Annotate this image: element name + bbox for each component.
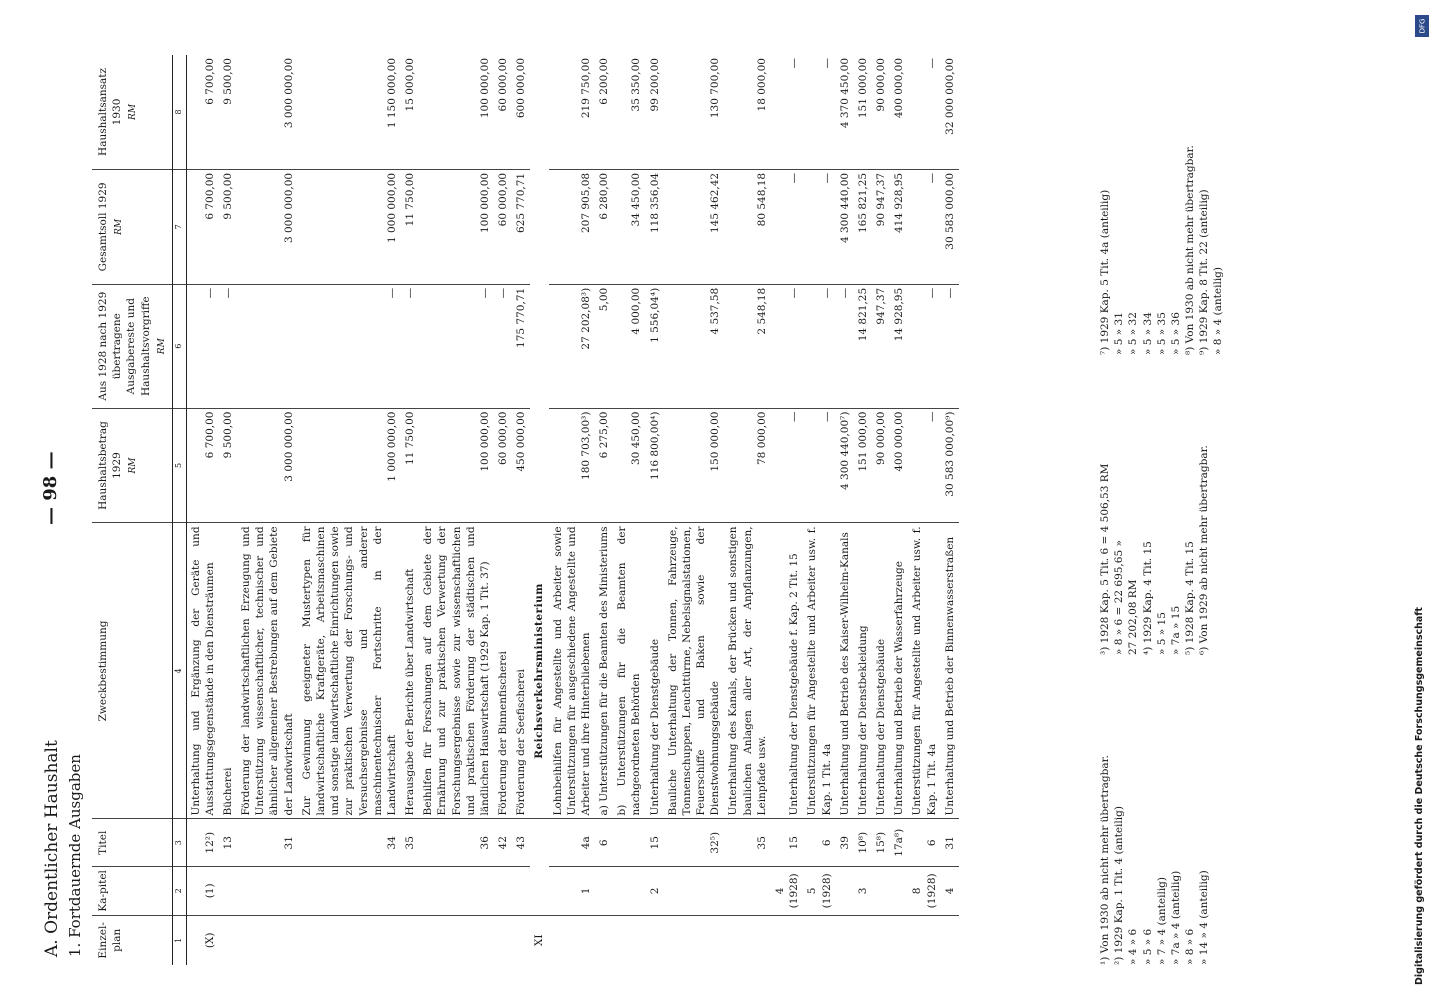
footnotes-left <box>1098 665 1211 965</box>
haushaltsbetrag-cell: 11 750,00 <box>401 408 419 523</box>
haushaltsbetrag-cell: 6 700,00 <box>186 408 219 523</box>
footnote: ²) 1929 Kap. 1 Tit. 4 (anteilig) <box>1113 806 1126 965</box>
titel-cell: 32⁵) <box>664 819 725 867</box>
col-7-label: Gesamtsoll 1929 <box>97 182 109 272</box>
titel-cell: 4a <box>549 819 596 867</box>
zweckbestimmung-cell: Unterstützungen für Angestellte und Arbeiter usw. f. Kap. 1 Tit. 4a <box>803 523 835 819</box>
uebertragene-reste-cell: — <box>494 284 512 408</box>
gesamtsoll-cell: — <box>771 169 803 284</box>
einzelplan-cell <box>646 915 664 965</box>
footnote: » 5 » 36 <box>1169 312 1182 355</box>
gesamtsoll-cell: — <box>908 169 940 284</box>
table-row <box>186 55 219 965</box>
uebertragene-reste-cell: — <box>836 284 854 408</box>
haushaltsbetrag-cell: 3 000 000,00 <box>237 408 298 523</box>
kapitel-cell: 4 <box>941 867 959 916</box>
einzelplan-cell <box>494 915 512 965</box>
uebertragene-reste-cell: — <box>908 284 940 408</box>
ansatz-1930-cell: 6 700,00 <box>186 55 219 169</box>
ansatz-1930-cell: 3 000 000,00 <box>237 55 298 169</box>
ansatz-1930-cell: 32 000 000,00 <box>941 55 959 169</box>
table-row <box>219 55 237 965</box>
table-row <box>908 55 940 965</box>
titel-cell: 15 <box>771 819 803 867</box>
footnote: 27 202,08 RM <box>1127 579 1140 655</box>
haushaltsbetrag-cell: — <box>771 408 803 523</box>
table-row <box>664 55 725 965</box>
footnote: ⁶) Von 1929 ab nicht mehr übertragbar. <box>1198 445 1211 655</box>
einzelplan-cell <box>836 915 854 965</box>
uebertragene-reste-cell: — <box>401 284 419 408</box>
uebertragene-reste-cell: 4 000,00 <box>613 284 645 408</box>
gesamtsoll-cell: 90 947,37 <box>872 169 890 284</box>
zweckbestimmung-cell: Zur Gewinnung geeigneter Mustertypen für landwirtschaftliche Kraftgeräte, Arbeitsmaschinen und sonstige landwirtschaftliche Einrichtungen sowie zur praktischen Verwertung der Forschungs- und Versuchsergebnisse und anderer maschinentechnischer Fortschritte in der Landwirtschaft <box>298 523 401 819</box>
einzelplan-cell <box>724 915 771 965</box>
gesamtsoll-cell: 165 821,25 <box>854 169 872 284</box>
haushaltsbetrag-cell: — <box>803 408 835 523</box>
zweckbestimmung-cell: Unterhaltung und Betrieb der Binnenwasserstraßen <box>941 523 959 819</box>
haushaltsbetrag-cell: 9 500,00 <box>219 408 237 523</box>
einzelplan-cell <box>908 915 940 965</box>
table-row <box>803 55 835 965</box>
haushaltsbetrag-cell: 30 583 000,00⁹) <box>941 408 959 523</box>
uebertragene-reste-cell: 175 770,71 <box>512 284 530 408</box>
ansatz-1930-cell: 130 700,00 <box>664 55 725 169</box>
ansatz-1930-cell: 400 000,00 <box>890 55 908 169</box>
zweckbestimmung-cell: Förderung der Binnenfischerei <box>494 523 512 819</box>
uebertragene-reste-cell: 14 928,95 <box>890 284 908 408</box>
uebertragene-reste-cell: — <box>771 284 803 408</box>
haushaltsbetrag-cell: 180 703,00³) <box>549 408 596 523</box>
uebertragene-reste-cell: — <box>219 284 237 408</box>
footnote: » 8 » 6 = 22 695,65 » <box>1113 540 1126 655</box>
table-row <box>298 55 401 965</box>
zweckbestimmung-cell: Unterhaltung der Dienstgebäude <box>872 523 890 819</box>
table-row <box>771 55 803 965</box>
ansatz-1930-cell: — <box>771 55 803 169</box>
einzelplan-cell: (X) <box>203 932 216 949</box>
footnote: » 5 » 15 <box>1155 612 1168 655</box>
table-row <box>237 55 298 965</box>
kapitel-cell <box>494 867 512 916</box>
footnote: » 7 » 4 (anteilig) <box>1155 876 1168 965</box>
table-row <box>872 55 890 965</box>
kapitel-cell <box>890 867 908 916</box>
ansatz-1930-cell: 35 350,00 <box>613 55 645 169</box>
col-gesamtsoll-1929 <box>92 169 172 284</box>
zweckbestimmung-cell: Unterstützungen für Angestellte und Arbeiter usw. f. Kap. 1 Tit. 4a <box>908 523 940 819</box>
footnote: ⁴) 1929 Kap. 4 Tit. 15 <box>1141 541 1154 655</box>
gesamtsoll-cell: 6 280,00 <box>595 169 613 284</box>
einzelplan-cell <box>401 915 419 965</box>
zweckbestimmung-cell: b) Unterstützungen für die Beamten der nachgeordneten Behörden <box>613 523 645 819</box>
empty-cell <box>530 55 548 523</box>
ansatz-1930-cell: 90 000,00 <box>872 55 890 169</box>
table-row <box>512 55 530 965</box>
uebertragene-reste-cell: 947,37 <box>872 284 890 408</box>
table-row <box>646 55 664 965</box>
ansatz-1930-cell: 219 750,00 <box>549 55 596 169</box>
kapitel-cell: 8 (1928) <box>908 867 940 916</box>
col-number: 6 <box>172 284 186 408</box>
kapitel-cell <box>419 867 494 916</box>
table-row <box>419 55 494 965</box>
ansatz-1930-cell: 18 000,00 <box>724 55 771 169</box>
col-uebertragene-reste <box>92 284 172 408</box>
page-header <box>42 740 84 957</box>
footnote: ⁹) 1929 Kap. 8 Tit. 22 (anteilig) <box>1198 189 1211 355</box>
kapitel-cell <box>237 867 298 916</box>
haushaltsbetrag-cell: 400 000,00 <box>890 408 908 523</box>
ansatz-1930-cell: 9 500,00 <box>219 55 237 169</box>
einzelplan-cell <box>298 915 401 965</box>
zweckbestimmung-cell: Lohnbeihilfen für Angestellte und Arbeiter sowie Unterstützungen für ausgeschiedene Angestellte und Arbeiter und ihre Hinterbliebenen <box>549 523 596 819</box>
titel-cell: 6 <box>803 819 835 867</box>
einzelplan-cell <box>854 915 872 965</box>
haushaltsbetrag-cell: 78 000,00 <box>724 408 771 523</box>
kapitel-cell <box>724 867 771 916</box>
footnote: » 8 » 6 <box>1184 928 1197 965</box>
titel-cell: 35 <box>401 819 419 867</box>
titel-cell: 15 <box>646 819 664 867</box>
einzelplan-cell <box>595 915 613 965</box>
kapitel-cell: 4 (1928) <box>771 867 803 916</box>
zweckbestimmung-cell: Unterhaltung und Betrieb der Wasserfahrzeuge <box>890 523 908 819</box>
zweckbestimmung-cell: Beihilfen für Forschungen auf dem Gebiete der Ernährung und zur praktischen Verwertung der Forschungsergebnisse sowie zur wissenschaftlichen und praktischen Förderung der städtischen und ländlichen Hauswirtschaft (1929 Kap. 1 Tit. 37) <box>419 523 494 819</box>
kapitel-cell: (1) <box>186 867 219 916</box>
einzelplan-cell <box>237 915 298 965</box>
ansatz-1930-cell: 1 150 000,00 <box>298 55 401 169</box>
uebertragene-reste-cell: 27 202,08³) <box>549 284 596 408</box>
dfg-logo <box>1415 15 1429 37</box>
footnote: » 7a » 15 <box>1169 605 1182 655</box>
footnote: » 5 » 31 <box>1113 312 1126 355</box>
gesamtsoll-cell: — <box>803 169 835 284</box>
zweckbestimmung-cell: a) Unterstützungen für die Beamten des Ministeriums <box>595 523 613 819</box>
titel-cell: 15⁸) <box>872 819 890 867</box>
titel-cell: 43 <box>512 819 530 867</box>
kapitel-cell <box>595 867 613 916</box>
ansatz-1930-cell: 99 200,00 <box>646 55 664 169</box>
haushaltsbetrag-cell: 450 000,00 <box>512 408 530 523</box>
gesamtsoll-cell: 118 356,04 <box>646 169 664 284</box>
titel-cell: 12²) <box>186 819 219 867</box>
zweckbestimmung-cell: Förderung der landwirtschaftlichen Erzeugung und Unterstützung wissenschaftlicher, technischer und ähnlicher allgemeiner Bestrebungen auf dem Gebiete der Landwirtschaft <box>237 523 298 819</box>
col-zweckbestimmung: Zweckbestimmung <box>92 523 172 819</box>
footnotes-middle <box>1098 355 1211 655</box>
titel-cell: 36 <box>419 819 494 867</box>
col-titel: Titel <box>92 819 172 867</box>
col-einzelplan: Einzel-plan <box>92 915 172 965</box>
haushaltsbetrag-cell: 6 275,00 <box>595 408 613 523</box>
empty-cell <box>530 819 548 915</box>
titel-cell: 31 <box>941 819 959 867</box>
col-number: 2 <box>172 867 186 916</box>
footnote: » 5 » 35 <box>1155 312 1168 355</box>
haushaltsbetrag-cell: 116 800,00⁴) <box>646 408 664 523</box>
table-row <box>401 55 419 965</box>
table-row <box>494 55 512 965</box>
footnote: » 7a » 4 (anteilig) <box>1169 870 1182 965</box>
einzelplan-cell <box>549 915 596 965</box>
ansatz-1930-cell: 600 000,00 <box>512 55 530 169</box>
table-row <box>595 55 613 965</box>
kapitel-cell: 3 <box>854 867 872 916</box>
kapitel-cell: 5 (1928) <box>803 867 835 916</box>
gesamtsoll-cell: 100 000,00 <box>419 169 494 284</box>
footnote: » 5 » 34 <box>1141 312 1154 355</box>
titel-cell: 39 <box>836 819 854 867</box>
table-row <box>613 55 645 965</box>
gesamtsoll-cell: 145 462,42 <box>664 169 725 284</box>
uebertragene-reste-cell <box>237 284 298 408</box>
uebertragene-reste-cell: 1 556,04⁴) <box>646 284 664 408</box>
page-number: — 98 — <box>40 451 61 525</box>
col-7-unit: RM <box>114 218 125 235</box>
footnote: ⁷) 1929 Kap. 5 Tit. 4a (anteilig) <box>1099 189 1111 355</box>
haushaltsbetrag-cell: — <box>908 408 940 523</box>
einzelplan-cell <box>771 915 803 965</box>
titel-cell: 13 <box>219 819 237 867</box>
ansatz-1930-cell: 15 000,00 <box>401 55 419 169</box>
gesamtsoll-cell: 80 548,18 <box>724 169 771 284</box>
einzelplan-cell <box>613 915 645 965</box>
digitization-credit: Digitalisierung gefördert durch die Deutsche Forschungsgemeinschaft <box>1414 607 1425 985</box>
col-6-unit: RM <box>156 338 167 355</box>
ansatz-1930-cell: — <box>803 55 835 169</box>
einzelplan-cell: XI <box>533 934 546 947</box>
gesamtsoll-cell: 1 000 000,00 <box>298 169 401 284</box>
footnote: » 5 » 6 <box>1141 928 1154 965</box>
gesamtsoll-cell: 9 500,00 <box>219 169 237 284</box>
zweckbestimmung-cell: Herausgabe der Berichte über Landwirtschaft <box>401 523 419 819</box>
kapitel-cell <box>512 867 530 916</box>
uebertragene-reste-cell: — <box>419 284 494 408</box>
zweckbestimmung-cell: Bücherei <box>219 523 237 819</box>
zweckbestimmung-cell: Unterhaltung der Dienstgebäude f. Kap. 2 Tit. 15 <box>771 523 803 819</box>
gesamtsoll-cell: 11 750,00 <box>401 169 419 284</box>
einzelplan-cell <box>512 915 530 965</box>
footnote: ⁸) Von 1930 ab nicht mehr übertragbar. <box>1184 145 1197 355</box>
col-number: 4 <box>172 523 186 819</box>
col-6-label: Aus 1928 nach 1929 übertragene Ausgabereste und Haushaltsvorgriffe <box>97 291 152 401</box>
footnote: » 8 » 4 (anteilig) <box>1212 266 1225 355</box>
zweckbestimmung-cell: Unterhaltung und Ergänzung der Geräte und Ausstattungsgegenstände in den Diensträumen <box>186 523 219 819</box>
table-row <box>549 55 596 965</box>
titel-cell: 42 <box>494 819 512 867</box>
kapitel-cell <box>298 867 401 916</box>
gesamtsoll-cell: 34 450,00 <box>613 169 645 284</box>
gesamtsoll-cell: 60 000,00 <box>494 169 512 284</box>
titel-cell: 35 <box>724 819 771 867</box>
budget-table <box>92 55 959 965</box>
uebertragene-reste-cell: 14 821,25 <box>854 284 872 408</box>
ministry-heading: Reichsverkehrsministerium <box>530 523 548 819</box>
einzelplan-cell <box>419 915 494 965</box>
zweckbestimmung-cell: Unterhaltung des Kanals, der Brücken und sonstigen baulichen Anlagen aller Art, der Anpflanzungen, Leinpfade usw. <box>724 523 771 819</box>
table-row <box>941 55 959 965</box>
col-5-unit: RM <box>128 457 139 474</box>
footnote: ¹) Von 1930 ab nicht mehr übertragbar. <box>1099 755 1111 965</box>
titel-cell: 17a⁸) <box>890 819 908 867</box>
titel-cell: 34 <box>298 819 401 867</box>
footnote: ⁵) 1928 Kap. 4 Tit. 15 <box>1184 541 1197 655</box>
gesamtsoll-cell: 4 300 440,00 <box>836 169 854 284</box>
haushaltsbetrag-cell: 100 000,00 <box>419 408 494 523</box>
titel-cell: 6 <box>595 819 613 867</box>
kapitel-cell <box>613 867 645 916</box>
gesamtsoll-cell: 3 000 000,00 <box>237 169 298 284</box>
zweckbestimmung-cell: Unterhaltung der Dienstgebäude <box>646 523 664 819</box>
gesamtsoll-cell: 30 583 000,00 <box>941 169 959 284</box>
ansatz-1930-cell: 6 200,00 <box>595 55 613 169</box>
uebertragene-reste-cell: 5,00 <box>595 284 613 408</box>
einzelplan-cell <box>664 915 725 965</box>
table-row <box>836 55 854 965</box>
col-8-label: Haushaltsansatz 1930 <box>97 67 124 156</box>
einzelplan-cell <box>941 915 959 965</box>
subsection-title: 1. Fortdauernde Ausgaben <box>66 754 84 957</box>
col-kapitel: Ka-pitel <box>92 867 172 916</box>
col-5-label: Haushaltsbetrag 1929 <box>97 421 124 510</box>
kapitel-cell <box>872 867 890 916</box>
dfg-logo-text: DFG <box>1418 18 1426 34</box>
gesamtsoll-cell: 6 700,00 <box>186 169 219 284</box>
ansatz-1930-cell: 100 000,00 <box>419 55 494 169</box>
zweckbestimmung-cell: Unterhaltung und Betrieb des Kaiser-Wilhelm-Kanals <box>836 523 854 819</box>
gesamtsoll-cell: 625 770,71 <box>512 169 530 284</box>
haushaltsbetrag-cell: 60 000,00 <box>494 408 512 523</box>
kapitel-cell: 2 <box>646 867 664 916</box>
table-row <box>724 55 771 965</box>
table-header-row <box>92 55 172 965</box>
footnote: ³) 1928 Kap. 5 Tit. 6 = 4 506,53 RM <box>1099 463 1111 655</box>
col-number: 7 <box>172 169 186 284</box>
einzelplan-cell <box>890 915 908 965</box>
uebertragene-reste-cell: — <box>803 284 835 408</box>
col-number: 1 <box>172 915 186 965</box>
section-title: A. Ordentlicher Haushalt <box>42 740 62 957</box>
ansatz-1930-cell: 151 000,00 <box>854 55 872 169</box>
gesamtsoll-cell: 207 905,08 <box>549 169 596 284</box>
haushaltsbetrag-cell: 90 000,00 <box>872 408 890 523</box>
haushaltsbetrag-cell: 1 000 000,00 <box>298 408 401 523</box>
uebertragene-reste-cell: — <box>298 284 401 408</box>
footnote: » 5 » 32 <box>1127 312 1140 355</box>
kapitel-cell: 1 <box>549 867 596 916</box>
titel-cell: 6 <box>908 819 940 867</box>
zweckbestimmung-cell: Förderung der Seefischerei <box>512 523 530 819</box>
col-haushaltsansatz-1930 <box>92 55 172 169</box>
section-row <box>530 55 548 965</box>
uebertragene-reste-cell: — <box>186 284 219 408</box>
col-number: 3 <box>172 819 186 867</box>
einzelplan-cell <box>872 915 890 965</box>
haushaltsbetrag-cell: 4 300 440,00⁷) <box>836 408 854 523</box>
col-haushaltsbetrag-1929 <box>92 408 172 523</box>
table-body <box>186 55 959 965</box>
kapitel-cell <box>836 867 854 916</box>
einzelplan-cell <box>219 915 237 965</box>
titel-cell <box>613 819 645 867</box>
haushaltsbetrag-cell: 151 000,00 <box>854 408 872 523</box>
kapitel-cell <box>664 867 725 916</box>
gesamtsoll-cell: 414 928,95 <box>890 169 908 284</box>
table-row <box>890 55 908 965</box>
ansatz-1930-cell: — <box>908 55 940 169</box>
col-number: 8 <box>172 55 186 169</box>
haushaltsbetrag-cell: 30 450,00 <box>613 408 645 523</box>
uebertragene-reste-cell: — <box>941 284 959 408</box>
footnotes-right <box>1098 55 1226 355</box>
column-number-row <box>172 55 186 965</box>
col-8-unit: RM <box>128 103 139 120</box>
uebertragene-reste-cell: 4 537,58 <box>664 284 725 408</box>
footnote: » 4 » 6 <box>1127 928 1140 965</box>
uebertragene-reste-cell: 2 548,18 <box>724 284 771 408</box>
titel-cell: 31 <box>237 819 298 867</box>
einzelplan-cell <box>803 915 835 965</box>
kapitel-cell <box>401 867 419 916</box>
footnote: » 14 » 4 (anteilig) <box>1198 870 1211 965</box>
ansatz-1930-cell: 4 370 450,00 <box>836 55 854 169</box>
zweckbestimmung-cell: Unterhaltung der Dienstbekleidung <box>854 523 872 819</box>
titel-cell: 10⁸) <box>854 819 872 867</box>
col-number: 5 <box>172 408 186 523</box>
kapitel-cell <box>219 867 237 916</box>
table-row <box>854 55 872 965</box>
rotated-page-content <box>40 55 1225 965</box>
zweckbestimmung-cell: Bauliche Unterhaltung der Tonnen, Fahrzeuge, Tonnenschuppen, Leuchttürme, Nebelsignalstationen, Feuerschiffe und Baken sowie der Dienstwohnungsgebäude <box>664 523 725 819</box>
ansatz-1930-cell: 60 000,00 <box>494 55 512 169</box>
haushaltsbetrag-cell: 150 000,00 <box>664 408 725 523</box>
